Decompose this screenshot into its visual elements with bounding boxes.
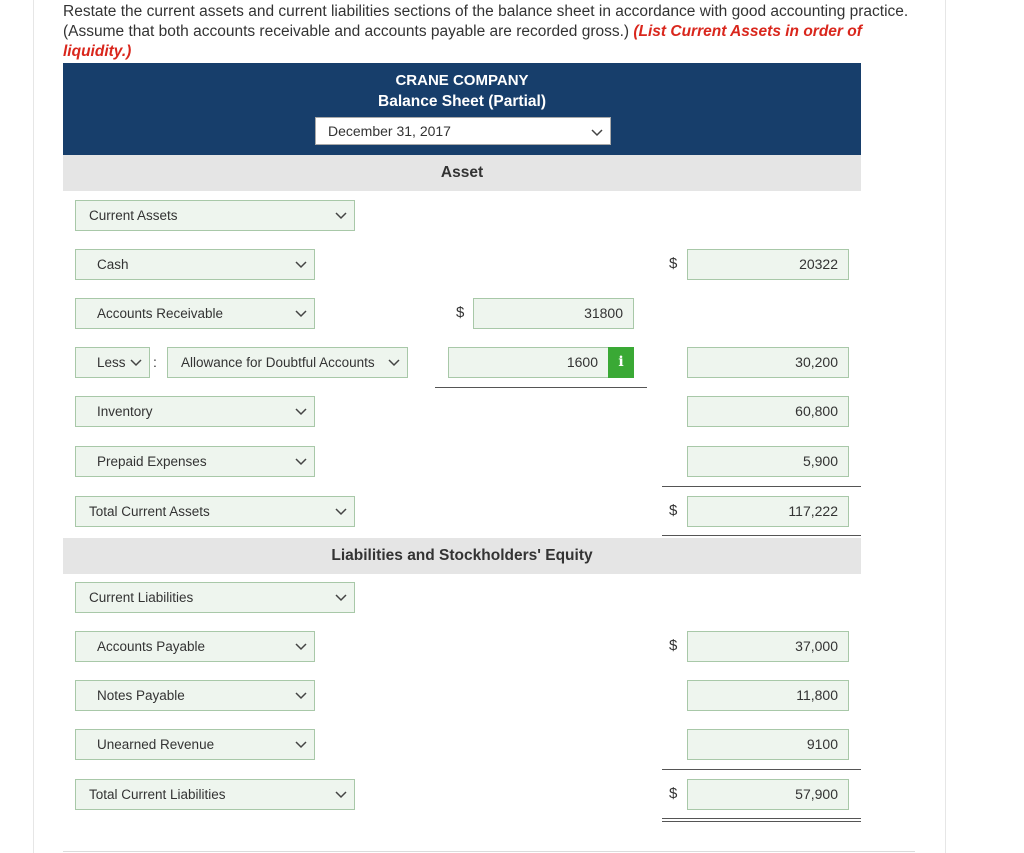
select-value: Prepaid Expenses — [97, 454, 207, 469]
subtotal-rule — [662, 486, 861, 487]
select-value: Less — [97, 355, 126, 370]
chevron-down-icon — [387, 357, 401, 367]
net-receivable-amount-input[interactable]: 30,200 — [687, 347, 849, 378]
subtotal-rule — [435, 387, 647, 388]
chevron-down-icon — [334, 592, 348, 602]
subtotal-rule — [662, 769, 861, 770]
less-select[interactable] — [75, 347, 150, 378]
inventory-select[interactable] — [75, 396, 315, 427]
double-underline-top — [662, 535, 861, 536]
chevron-down-icon — [590, 127, 604, 137]
current-assets-select[interactable] — [75, 200, 355, 231]
assets-section-header: Asset — [63, 155, 861, 191]
statement-title: Balance Sheet (Partial) — [378, 93, 546, 110]
instructions-text: Restate the current assets and current liabilities sections of the balance sheet in accordance with good accounting practice. (Assume that both accounts receivable and accounts payable are recorded gross.) — [63, 3, 909, 40]
select-value: Current Assets — [89, 208, 178, 223]
select-value: Accounts Payable — [97, 639, 206, 654]
dollar-sign: $ — [669, 255, 678, 272]
colon-separator: : — [153, 354, 157, 370]
allowance-amount-input[interactable]: 1600 — [448, 347, 609, 378]
current-liabilities-select[interactable] — [75, 582, 355, 613]
cash-amount-input[interactable]: 20322 — [687, 249, 849, 280]
left-border — [33, 0, 34, 853]
select-value: Accounts Receivable — [97, 306, 224, 321]
unearned-revenue-select[interactable] — [75, 729, 315, 760]
accounts-payable-select[interactable] — [75, 631, 315, 662]
accounts-receivable-select[interactable] — [75, 298, 315, 329]
prepaid-expenses-amount-input[interactable]: 5,900 — [687, 446, 849, 477]
company-name: CRANE COMPANY — [395, 72, 529, 89]
total-current-assets-amount-input[interactable]: 117,222 — [687, 496, 849, 527]
chevron-down-icon — [294, 259, 308, 269]
select-value: Notes Payable — [97, 688, 185, 703]
liabilities-section-header: Liabilities and Stockholders' Equity — [63, 538, 861, 574]
select-value: Unearned Revenue — [97, 737, 215, 752]
prepaid-expenses-select[interactable] — [75, 446, 315, 477]
select-value: Inventory — [97, 404, 153, 419]
chevron-down-icon — [334, 506, 348, 516]
total-current-liabilities-amount-input[interactable]: 57,900 — [687, 779, 849, 810]
total-current-liabilities-select[interactable] — [75, 779, 355, 810]
inventory-amount-input[interactable]: 60,800 — [687, 396, 849, 427]
select-value: Allowance for Doubtful Accounts — [181, 355, 375, 370]
select-value: Current Liabilities — [89, 590, 194, 605]
dollar-sign: $ — [669, 637, 678, 654]
chevron-down-icon — [294, 406, 308, 416]
chevron-down-icon — [294, 641, 308, 651]
allowance-select[interactable] — [167, 347, 408, 378]
chevron-down-icon — [334, 210, 348, 220]
date-select-value: December 31, 2017 — [328, 123, 451, 139]
total-current-assets-select[interactable] — [75, 496, 355, 527]
info-icon[interactable]: i — [608, 347, 634, 378]
accounts-receivable-amount-input[interactable]: 31800 — [473, 298, 634, 329]
chevron-down-icon — [294, 739, 308, 749]
date-select[interactable] — [315, 117, 611, 145]
notes-payable-amount-input[interactable]: 11,800 — [687, 680, 849, 711]
cash-select[interactable] — [75, 249, 315, 280]
bottom-divider — [63, 851, 915, 852]
double-underline-top — [662, 818, 861, 819]
select-value: Total Current Assets — [89, 504, 210, 519]
balance-sheet-header — [63, 63, 861, 155]
chevron-down-icon — [334, 789, 348, 799]
chevron-down-icon — [294, 690, 308, 700]
right-border — [945, 0, 946, 853]
select-value: Total Current Liabilities — [89, 787, 226, 802]
unearned-revenue-amount-input[interactable]: 9100 — [687, 729, 849, 760]
instructions — [63, 2, 923, 62]
dollar-sign: $ — [669, 785, 678, 802]
chevron-down-icon — [129, 357, 143, 367]
chevron-down-icon — [294, 308, 308, 318]
double-underline-bottom — [662, 821, 861, 822]
dollar-sign: $ — [669, 502, 678, 519]
dollar-sign: $ — [456, 304, 465, 321]
chevron-down-icon — [294, 456, 308, 466]
select-value: Cash — [97, 257, 129, 272]
notes-payable-select[interactable] — [75, 680, 315, 711]
accounts-payable-amount-input[interactable]: 37,000 — [687, 631, 849, 662]
instructions-highlight: (List Current Assets in order of liquidity.) — [63, 23, 862, 60]
